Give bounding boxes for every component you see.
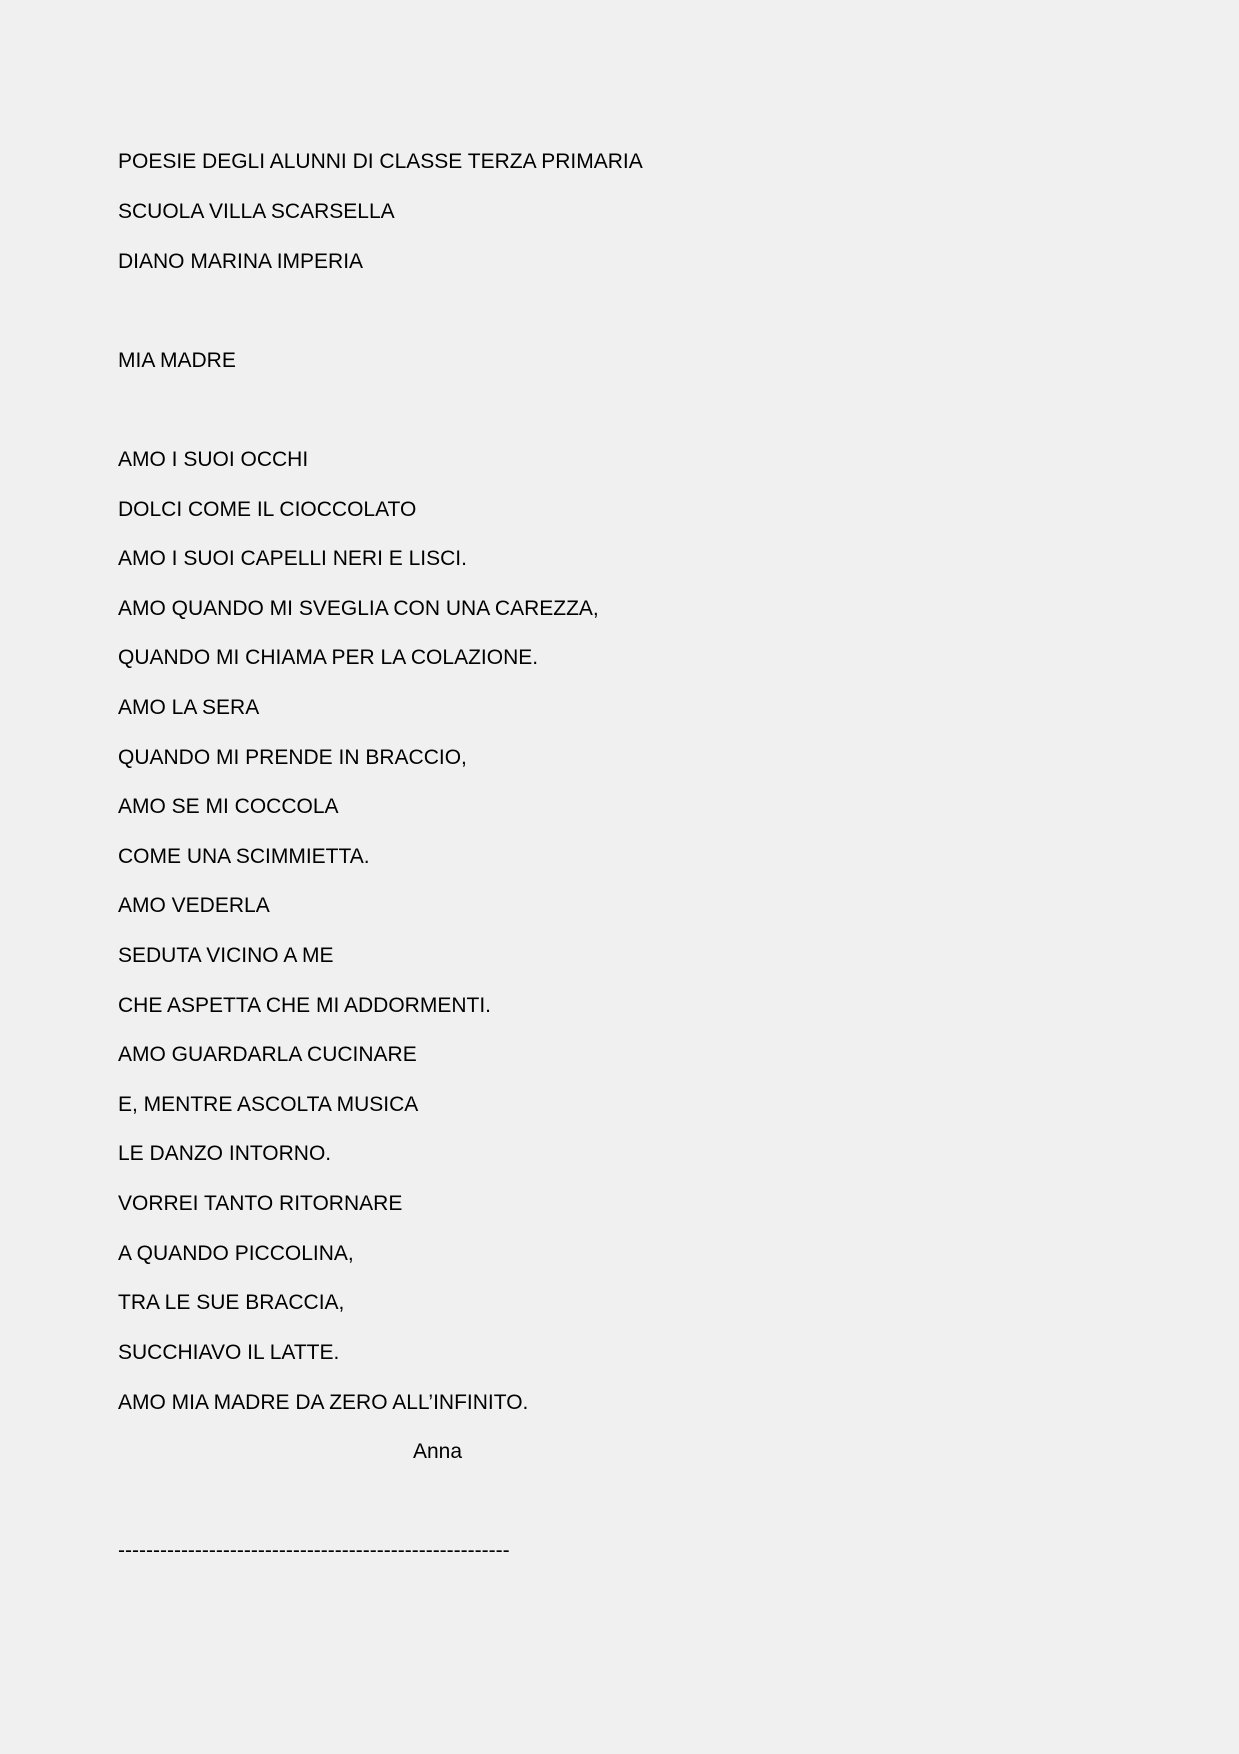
poem-verse: VORREI TANTO RITORNARE — [118, 1192, 403, 1215]
poem-verse: SUCCHIAVO IL LATTE. — [118, 1341, 340, 1364]
poem-verse: AMO SE MI COCCOLA — [118, 795, 339, 818]
poem-verse: COME UNA SCIMMIETTA. — [118, 845, 370, 868]
header-line-3: DIANO MARINA IMPERIA — [118, 250, 364, 273]
poem-verse: SEDUTA VICINO A ME — [118, 944, 334, 967]
poem-verse: CHE ASPETTA CHE MI ADDORMENTI. — [118, 994, 491, 1017]
poem-verse: AMO I SUOI CAPELLI NERI E LISCI. — [118, 547, 467, 570]
poem-verse: A QUANDO PICCOLINA, — [118, 1242, 354, 1265]
poem-verse: AMO GUARDARLA CUCINARE — [118, 1043, 417, 1066]
poem-verse: QUANDO MI PRENDE IN BRACCIO, — [118, 746, 467, 769]
poem-verse: AMO MIA MADRE DA ZERO ALL’INFINITO. — [118, 1391, 529, 1414]
poem-verse: TRA LE SUE BRACCIA, — [118, 1291, 345, 1314]
poem-verse: AMO LA SERA — [118, 696, 260, 719]
separator-line: -------------------------------------------------------- — [118, 1539, 510, 1562]
poem-verse: AMO I SUOI OCCHI — [118, 448, 309, 471]
poem-title: MIA MADRE — [118, 349, 236, 372]
poem-author: Anna — [413, 1440, 463, 1463]
poem-verse: AMO QUANDO MI SVEGLIA CON UNA CAREZZA, — [118, 597, 599, 620]
poem-verse: AMO VEDERLA — [118, 894, 270, 917]
poem-verse: E, MENTRE ASCOLTA MUSICA — [118, 1093, 419, 1116]
header-line-1: POESIE DEGLI ALUNNI DI CLASSE TERZA PRIMARIA — [118, 150, 643, 173]
header-line-2: SCUOLA VILLA SCARSELLA — [118, 200, 395, 223]
poem-verse: QUANDO MI CHIAMA PER LA COLAZIONE. — [118, 646, 539, 669]
poem-verse: LE DANZO INTORNO. — [118, 1142, 332, 1165]
poem-verse: DOLCI COME IL CIOCCOLATO — [118, 498, 417, 521]
